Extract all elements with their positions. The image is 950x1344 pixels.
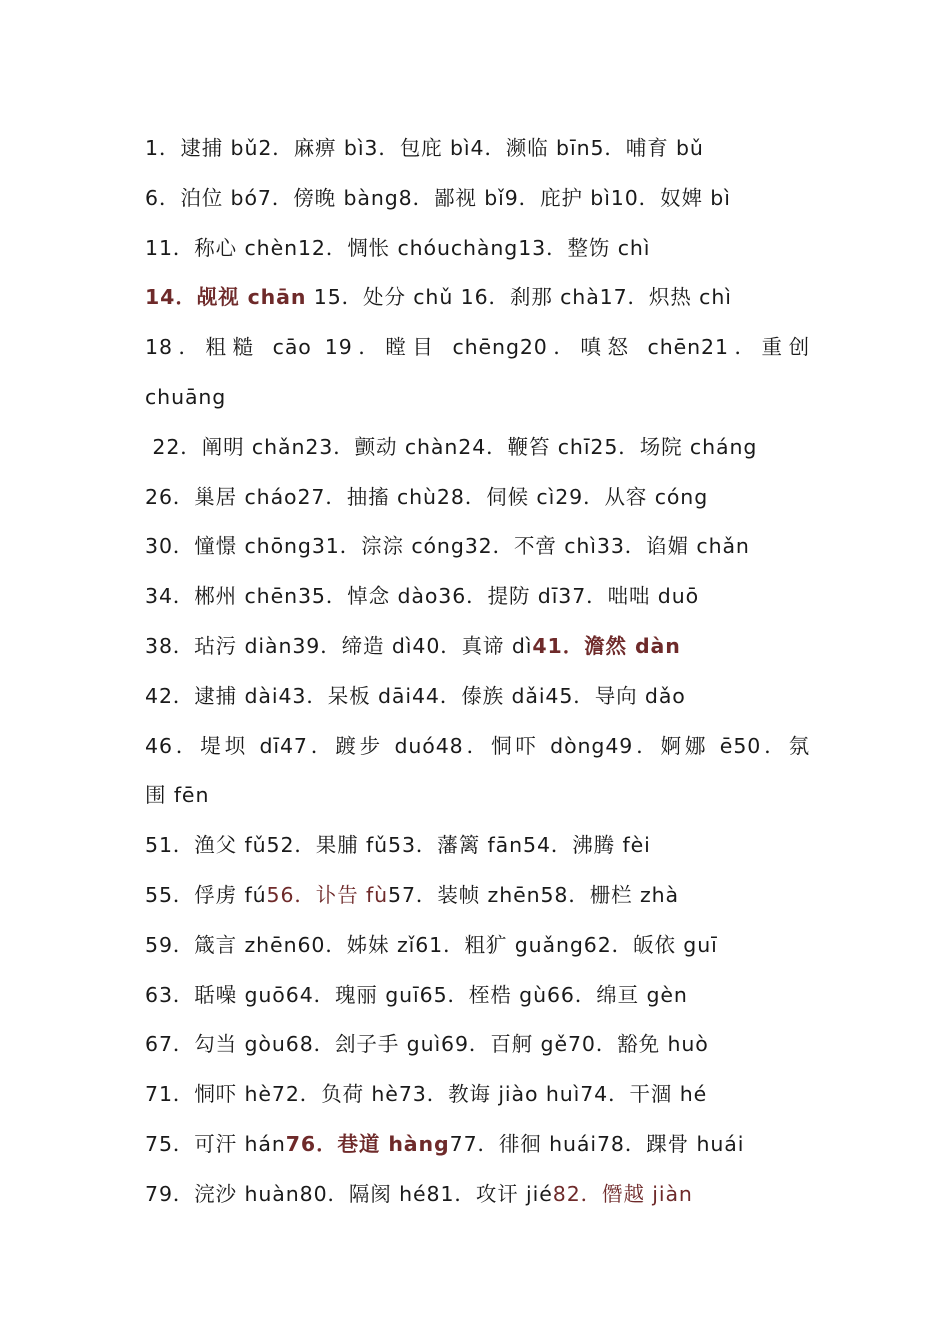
text-line	[145, 821, 810, 871]
vocab-entry: 围 fēn	[145, 783, 210, 808]
vocab-entry: 15．处分 chǔ 16．刹那 chà17．炽热 chì	[306, 285, 732, 310]
text-line	[145, 323, 810, 373]
vocab-entry: 6．泊位 bó7．傍晚 bàng8．鄙视 bǐ9．庇护 bì10．奴婢 bì	[145, 185, 731, 210]
vocab-entry: 26．巢居 cháo27．抽搐 chù28．伺候 cì29．从容 cóng	[145, 484, 709, 509]
text-line	[145, 572, 810, 622]
vocab-entry: 63．聒噪 guō64．瑰丽 guī65．桎梏 gù66．绵亘 gèn	[145, 982, 688, 1007]
vocab-entry: 42．逮捕 dài43．呆板 dāi44．傣族 dǎi45．导向 dǎo	[145, 683, 686, 708]
text-line	[145, 921, 810, 971]
document-body	[145, 124, 810, 1220]
vocab-entry: 71．恫吓 hè72．负荷 hè73．教诲 jiào huì74．干涸 hé	[145, 1082, 708, 1107]
vocab-entry: 75．可汗 hán	[145, 1131, 286, 1156]
vocab-entry: 55．俘虏 fú	[145, 882, 267, 907]
text-line	[145, 1020, 810, 1070]
vocab-entry: 77．徘徊 huái78．踝骨 huái	[449, 1131, 745, 1156]
text-line	[145, 224, 810, 274]
highlighted-vocab-entry: 41．澹然 dàn	[532, 633, 681, 658]
vocab-entry: 18．粗糙 cāo 19．瞠目 chēng20．嗔怒 chēn21．重创	[145, 335, 810, 360]
text-line	[145, 1170, 810, 1220]
vocab-entry: 11．称心 chèn12．惆怅 chóuchàng13．整饬 chì	[145, 235, 651, 260]
highlighted-vocab-entry: 14．觇视 chān	[145, 285, 307, 310]
text-line	[145, 672, 810, 722]
vocab-entry: 46．堤坝 dī47．踱步 duó48．恫吓 dòng49．婀娜 ē50．氛	[145, 733, 810, 758]
text-line	[145, 622, 810, 672]
text-line	[145, 174, 810, 224]
vocab-entry: 59．箴言 zhēn60．姊妹 zǐ61．粗犷 guǎng62．皈依 guī	[145, 932, 718, 957]
vocab-entry: 30．憧憬 chōng31．淙淙 cóng32．不啻 chì33．谄媚 chǎn	[145, 534, 750, 559]
text-line	[145, 871, 810, 921]
vocab-entry: 22．阐明 chǎn23．颤动 chàn24．鞭笞 chī25．场院 cháng	[145, 434, 758, 459]
highlighted-vocab-entry: 82．僭越 jiàn	[552, 1181, 693, 1206]
text-line	[145, 971, 810, 1021]
vocab-entry: 57．装帧 zhēn58．栅栏 zhà	[388, 882, 680, 907]
text-line	[145, 722, 810, 772]
vocab-entry: chuāng	[145, 384, 227, 409]
text-line	[145, 1070, 810, 1120]
vocab-entry: 34．郴州 chēn35．悼念 dào36．提防 dī37．咄咄 duō	[145, 584, 700, 609]
text-line	[145, 1120, 810, 1170]
text-line	[145, 771, 810, 821]
text-line	[145, 522, 810, 572]
vocab-entry: 67．勾当 gòu68．刽子手 guì69．百舸 gě70．豁免 huò	[145, 1032, 709, 1057]
highlighted-vocab-entry: 56．讣告 fù	[266, 882, 389, 907]
highlighted-vocab-entry: 76．巷道 hàng	[285, 1131, 450, 1156]
text-line	[145, 273, 810, 323]
vocab-entry: 1．逮捕 bǔ2．麻痹 bì3．包庇 bì4．濒临 bīn5．哺育 bǔ	[145, 136, 704, 160]
vocab-entry: 79．浣沙 huàn80．隔阂 hé81．攻讦 jié	[145, 1181, 553, 1206]
vocab-entry: 51．渔父 fǔ52．果脯 fǔ53．藩篱 fān54．沸腾 fèi	[145, 833, 651, 858]
vocab-entry: 38．玷污 diàn39．缔造 dì40．真谛 dì	[145, 633, 533, 658]
text-line	[145, 473, 810, 523]
text-line	[145, 373, 810, 423]
text-line	[145, 124, 810, 174]
text-line	[145, 423, 810, 473]
